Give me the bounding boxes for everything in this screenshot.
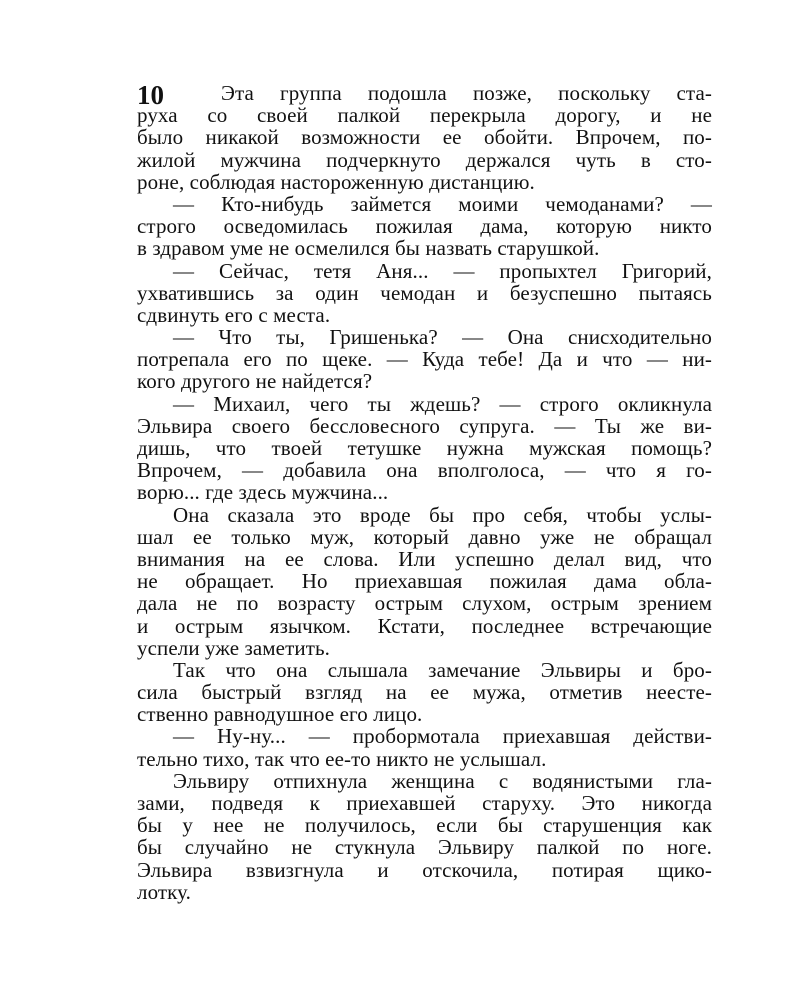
text-line: ворю... где здесь мужчина... [137, 480, 389, 505]
text-line: — Кто-нибудь займется моими чемоданами? — [173, 191, 712, 216]
text-line: сила быстрый взгляд на ее мужа, отметив неесте- [137, 680, 712, 705]
page-number: 10 [137, 80, 164, 110]
text-line: бы случайно не стукнула Эльвиру палкой по ноге. [137, 835, 712, 860]
text-line: — Ну-ну... — пробормотала приехавшая действи- [173, 724, 712, 749]
text-line: Она сказала это вроде бы про себя, чтобы услы- [173, 502, 712, 527]
text-line: — Михаил, чего ты ждешь? — строго окликнула [173, 391, 712, 416]
text-line: ственно равнодушное его лицо. [137, 702, 423, 727]
text-line: роне, соблюдая настороженную дистанцию. [137, 169, 535, 194]
text-line: лотку. [137, 879, 192, 904]
text-line: не обращает. Но приехавшая пожилая дама обла- [137, 569, 712, 594]
text-line: шал ее только муж, который давно уже не обращал [137, 524, 712, 549]
text-line: зами, подведя к приехавшей старуху. Это никогда [137, 791, 712, 815]
text-line: бы у нее не получилось, если бы старушенция как [137, 813, 712, 838]
text-line: потрепала его по щеке. — Куда тебе! Да и что — ни- [137, 347, 712, 372]
text-line: Эльвиру отпихнула женщина с водянистыми гла- [173, 768, 712, 793]
text-line: успели уже заметить. [137, 635, 331, 660]
text-line: строго осведомилась пожилая дама, которую никто [137, 214, 712, 239]
text-line: кого другого не найдется? [137, 369, 373, 394]
text-line: Эльвира своего бессловесного супруга. — Ты же ви- [137, 413, 712, 438]
text-line: сдвинуть его с места. [137, 302, 331, 327]
text-line: тельно тихо, так что ее-то никто не услышал. [137, 746, 547, 771]
text-line: дала не по возрасту острым слухом, острым зрением [137, 591, 712, 616]
text-line: дишь, что твоей тетушке нужна мужская помощь? [137, 436, 712, 460]
text-line: жилой мужчина подчеркнуто держался чуть в сто- [137, 147, 712, 172]
text-line: — Что ты, Гришенька? — Она снисходительно [173, 325, 712, 350]
text-line: ухватившись за один чемодан и безуспешно пытаясь [137, 280, 712, 305]
text-line: в здравом уме не осмелился бы назвать старушкой. [137, 236, 600, 261]
text-line: — Сейчас, тетя Аня... — пропыхтел Григорий, [173, 258, 712, 283]
text-line: было никакой возможности ее обойти. Впрочем, по- [137, 125, 712, 150]
text-line: Эльвира взвизгнула и отскочила, потирая щико- [137, 857, 712, 882]
text-line: внимания на ее слова. Или успешно делал вид, что [137, 546, 712, 571]
text-line: Впрочем, — добавила она вполголоса, — что я го- [137, 458, 712, 483]
body-text [137, 82, 712, 903]
text-line: руха со своей палкой перекрыла дорогу, и не [137, 103, 712, 128]
text-line: Так что она слышала замечание Эльвиры и бро- [173, 657, 712, 682]
text-line: Эта группа подошла позже, поскольку ста- [221, 81, 712, 105]
text-line: и острым язычком. Кстати, последнее встречающие [137, 613, 712, 638]
